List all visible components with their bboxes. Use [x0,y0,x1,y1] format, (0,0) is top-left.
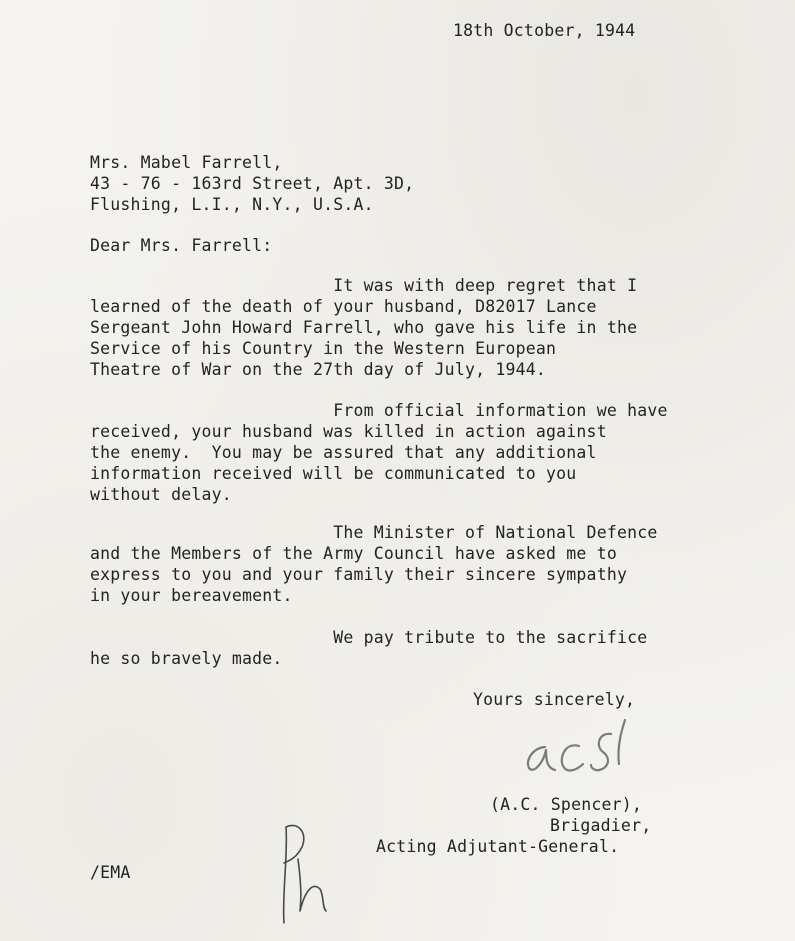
paragraph-line: without delay. [90,485,232,504]
letter-date: 18th October, 1944 [453,21,636,40]
handwritten-mark [268,815,338,930]
paragraph-line: We pay tribute to the sacrifice [90,628,648,647]
paragraph-line: express to you and your family their sincere sympathy [90,565,628,584]
handwritten-initials-signature [515,712,645,782]
paragraph-line: The Minister of National Defence [90,523,658,542]
paragraph-sympathy [90,522,770,606]
reference-initials: /EMA [90,863,131,882]
paragraph-condolence [90,275,770,380]
complimentary-closing: Yours sincerely, [473,690,636,709]
signatory-title: Acting Adjutant-General. [376,837,620,856]
paragraph-line: learned of the death of your husband, D82017 Lance [90,297,597,316]
paragraph-line: Service of his Country in the Western European [90,339,557,358]
signatory-name: (A.C. Spencer), [490,795,643,814]
paragraph-line: the enemy. You may be assured that any additional [90,443,597,462]
paragraph-tribute [90,627,770,669]
signatory-rank: Brigadier, [550,816,652,835]
paragraph-line: Sergeant John Howard Farrell, who gave his life in the [90,318,638,337]
paragraph-line: Theatre of War on the 27th day of July, 1944. [90,360,547,379]
paragraph-line: information received will be communicated to you [90,464,577,483]
paragraph-line: From official information we have [90,401,668,420]
paragraph-line: and the Members of the Army Council have asked me to [90,544,617,563]
paragraph-line: he so bravely made. [90,649,283,668]
paragraph-line: received, your husband was killed in action against [90,422,607,441]
recipient-address-line: Flushing, L.I., N.Y., U.S.A. [90,195,374,214]
paragraph-line: It was with deep regret that I [90,276,638,295]
salutation: Dear Mrs. Farrell: [90,236,273,255]
paragraph-official-information [90,400,770,505]
recipient-address-line: 43 - 76 - 163rd Street, Apt. 3D, [90,174,415,193]
paragraph-line: in your bereavement. [90,586,293,605]
recipient-address-line: Mrs. Mabel Farrell, [90,153,283,172]
